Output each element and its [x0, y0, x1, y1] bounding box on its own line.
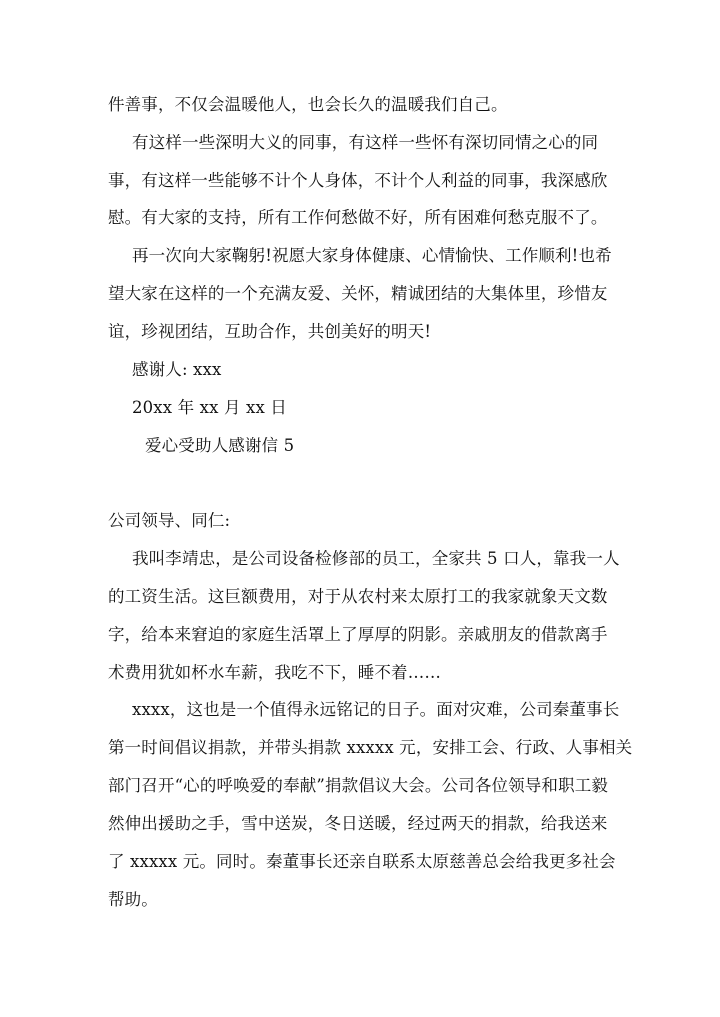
paragraph-line: 谊，珍视团结，互助合作，共创美好的明天! — [108, 322, 432, 341]
paragraph-line: 有这样一些深明大义的同事，有这样一些怀有深切同情之心的同 — [132, 133, 599, 152]
paragraph-line: 字，给本来窘迫的家庭生活罩上了厚厚的阴影。亲戚朋友的借款离手 — [108, 625, 608, 644]
salutation: 公司领导、同仁: — [108, 511, 231, 530]
paragraph-line: 帮助。 — [108, 890, 158, 909]
paragraph-line: 再一次向大家鞠躬!祝愿大家身体健康、心情愉快、工作顺利!也希 — [132, 246, 612, 265]
paragraph-line: 的工资生活。这巨额费用，对于从农村来太原打工的我家就象天文数 — [108, 587, 608, 606]
paragraph-line: 我叫李靖忠，是公司设备检修部的员工，全家共 5 口人，靠我一人 — [132, 549, 620, 568]
paragraph-line: 然伸出援助之手，雪中送炭，冬日送暖，经过两天的捐款，给我送来 — [108, 814, 608, 833]
paragraph-line: 慰。有大家的支持，所有工作何愁做不好，所有困难何愁克服不了。 — [108, 208, 608, 227]
paragraph-line: 望大家在这样的一个充满友爱、关怀，精诚团结的大集体里，珍惜友 — [108, 284, 608, 303]
paragraph-line: 件善事，不仅会温暖他人，也会长久的温暖我们自己。 — [108, 95, 508, 114]
thanker-line: 感谢人: xxx — [132, 360, 222, 379]
date-line: 20xx 年 xx 月 xx 日 — [132, 398, 287, 417]
paragraph-line: 第一时间倡议捐款，并带头捐款 xxxxx 元，安排工会、行政、人事相关 — [108, 738, 633, 757]
paragraph-line: 了 xxxxx 元。同时。秦董事长还亲自联系太原慈善总会给我更多社会 — [108, 852, 616, 871]
paragraph-line: 事，有这样一些能够不计个人身体，不计个人利益的同事，我深感欣 — [108, 171, 608, 190]
paragraph-line: 部门召开“心的呼唤爱的奉献”捐款倡议大会。公司各位领导和职工毅 — [108, 776, 609, 795]
section-title: 爱心受助人感谢信 5 — [145, 436, 295, 455]
paragraph-line: xxxx，这也是一个值得永远铭记的日子。面对灾难，公司秦董事长 — [132, 700, 620, 719]
paragraph-line: 术费用犹如杯水车薪，我吃不下，睡不着…… — [108, 663, 441, 682]
